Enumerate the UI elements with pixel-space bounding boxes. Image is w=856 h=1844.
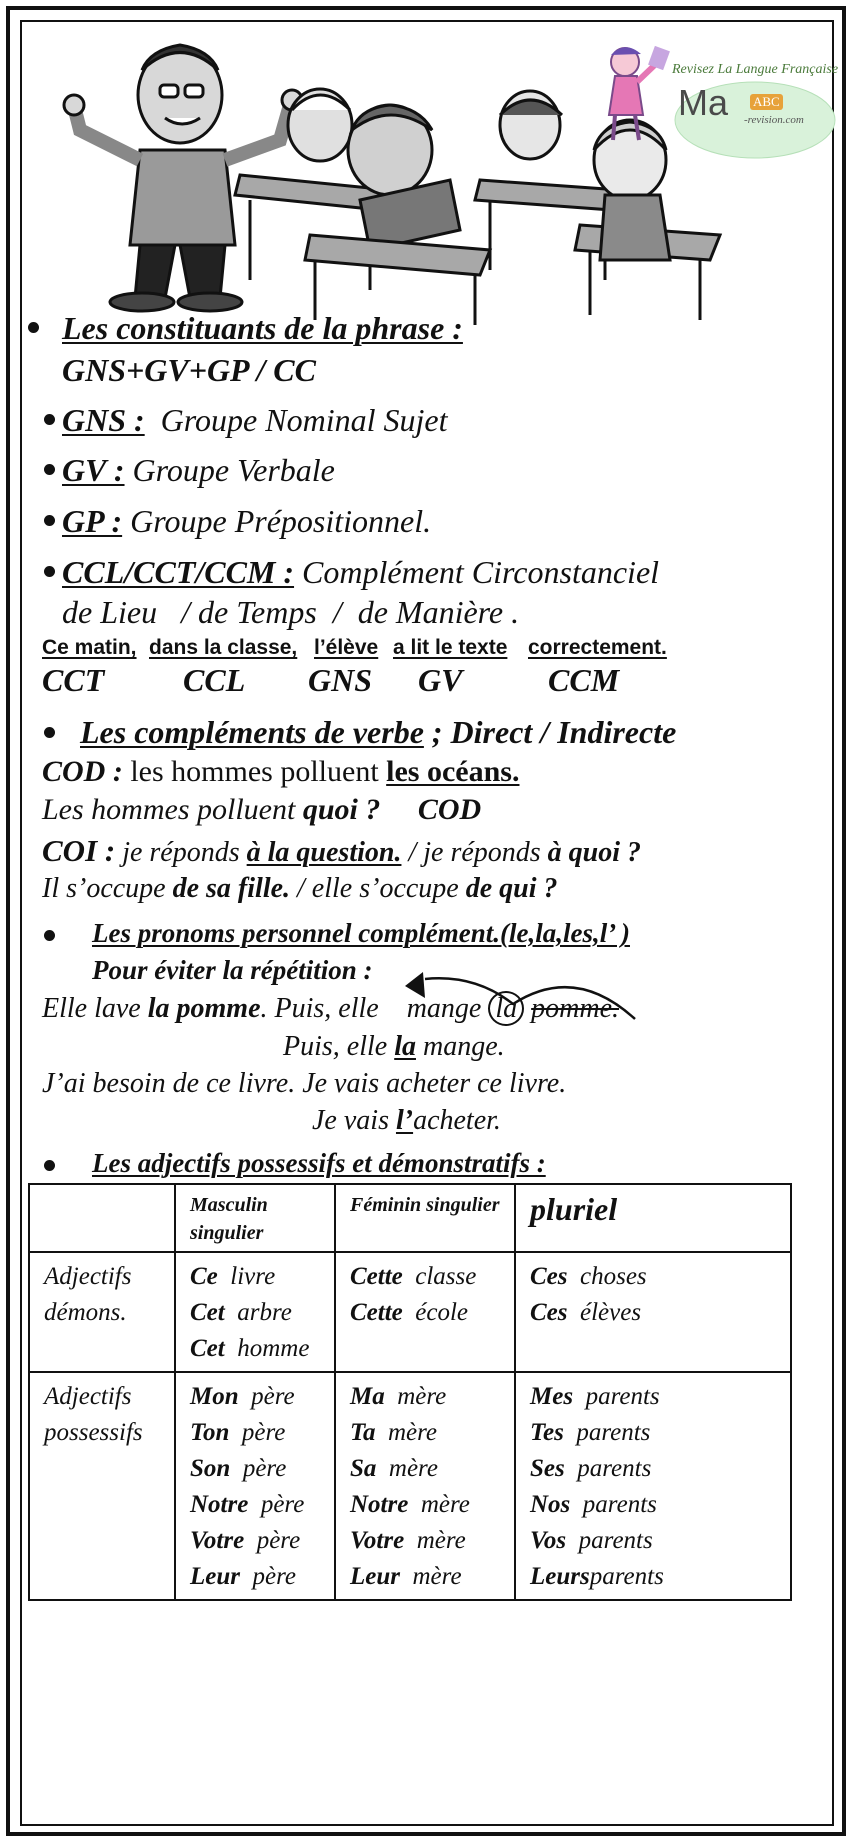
- noun-word: école: [415, 1299, 468, 1326]
- cc-text: Complément Circonstanciel: [302, 554, 660, 590]
- adj-word: Leur: [190, 1563, 240, 1590]
- noun-word: homme: [237, 1335, 310, 1362]
- list-item: [350, 1523, 506, 1559]
- ex1-object: la pomme: [147, 993, 261, 1024]
- list-item: [530, 1379, 782, 1415]
- logo-site: -revision.com: [744, 114, 804, 126]
- table-corner-cell: [29, 1184, 175, 1252]
- section2-title-suffix: ; Direct / Indirecte: [431, 714, 677, 750]
- res1-part-b: mange.: [422, 1031, 505, 1062]
- pronoun-example-2: J’ai besoin de ce livre. Je vais acheter ce livre.: [42, 1068, 567, 1099]
- cod-text: les hommes polluent: [130, 755, 379, 788]
- section4-bullet: [44, 1160, 55, 1171]
- cod-label: COD :: [42, 755, 123, 788]
- example-part-4: a lit le texte: [393, 636, 508, 659]
- coi-object: à la question.: [246, 837, 402, 868]
- adj-word: Ta: [350, 1419, 376, 1446]
- coi-question-word: à quoi ?: [547, 837, 642, 868]
- row-label-demonstratifs-text: Adjectifs démons.: [44, 1263, 132, 1326]
- coi-label: COI :: [42, 833, 116, 868]
- logo-tagline: Revisez La Langue Française: [672, 62, 839, 77]
- table-header-row: [29, 1184, 791, 1252]
- noun-word: livre: [230, 1263, 276, 1290]
- res2-part-a: Je vais: [312, 1105, 389, 1136]
- noun-word: mère: [416, 1527, 466, 1554]
- section1-bullet: [28, 322, 39, 333]
- header-masculin: Masculin singulier: [175, 1184, 335, 1252]
- noun-word: père: [252, 1563, 296, 1590]
- adj-word: Mon: [190, 1383, 239, 1410]
- ex1-part-a: Elle lave: [42, 993, 141, 1024]
- cod-question-answer: COD: [417, 793, 482, 826]
- list-item: [190, 1295, 326, 1331]
- adj-word: Cet: [190, 1335, 225, 1362]
- coi-question-text: / je réponds: [408, 837, 541, 868]
- ex1-struck-noun: pomme.: [531, 993, 620, 1024]
- example-label-gv: GV: [418, 662, 463, 698]
- list-item: [350, 1415, 506, 1451]
- list-item: [350, 1295, 506, 1331]
- section4-title: Les adjectifs possessifs et démonstratifs :: [92, 1148, 546, 1178]
- gp-text: Groupe Prépositionnel.: [130, 503, 432, 539]
- section3-subtitle: Pour éviter la répétition :: [92, 955, 373, 985]
- list-item: [190, 1331, 326, 1367]
- example-part-2: dans la classe,: [149, 636, 298, 659]
- adj-word: Ses: [530, 1455, 565, 1482]
- adj-word: Cette: [350, 1263, 403, 1290]
- header-pluriel: pluriel: [515, 1184, 791, 1252]
- adj-word: Ton: [190, 1419, 230, 1446]
- cod-object: les océans.: [386, 755, 520, 788]
- noun-word: arbre: [237, 1299, 292, 1326]
- res1-pronoun: la: [394, 1031, 416, 1062]
- example-part-3: l’élève: [314, 636, 379, 659]
- ex1-part-b: . Puis, elle: [260, 993, 379, 1024]
- adj-word: Ma: [350, 1383, 385, 1410]
- adj-word: Ce: [190, 1263, 218, 1290]
- row-label-possessifs-text: Adjectifs possessifs: [44, 1383, 143, 1446]
- gv-bullet: [44, 464, 55, 475]
- noun-word: parents: [589, 1563, 664, 1590]
- example-part-5: correctement.: [528, 636, 667, 659]
- adj-word: Vos: [530, 1527, 567, 1554]
- cod-question-word: quoi ?: [302, 793, 381, 826]
- list-item: [530, 1487, 782, 1523]
- noun-word: parents: [577, 1455, 652, 1482]
- table-row-demonstratifs: [29, 1252, 791, 1372]
- noun-word: mère: [388, 1455, 438, 1482]
- cc-bullet: [44, 566, 55, 577]
- coi-line: [42, 833, 641, 869]
- list-item: [530, 1415, 782, 1451]
- ex1-circled-pronoun: la: [488, 991, 524, 1026]
- cell-poss-plur: [515, 1372, 791, 1600]
- adjectives-table: [28, 1183, 792, 1601]
- list-item: [530, 1523, 782, 1559]
- list-item: [530, 1559, 782, 1595]
- adj-word: Nos: [530, 1491, 571, 1518]
- list-item: [190, 1379, 326, 1415]
- gp-line: [62, 503, 431, 540]
- noun-word: choses: [580, 1263, 647, 1290]
- list-item: [350, 1259, 506, 1295]
- gns-abbr: GNS :: [62, 402, 145, 438]
- adj-word: Votre: [350, 1527, 405, 1554]
- cod-line: [42, 755, 519, 789]
- cod-question-line: [42, 793, 481, 827]
- adj-word: Votre: [190, 1527, 245, 1554]
- noun-word: père: [242, 1455, 287, 1482]
- adj-word: Notre: [190, 1491, 249, 1518]
- example-label-gns: GNS: [308, 662, 373, 698]
- header-feminin: Féminin singulier: [335, 1184, 515, 1252]
- coi2-text: Il s’occupe: [42, 873, 166, 904]
- noun-word: parents: [585, 1383, 660, 1410]
- adj-word: Ces: [530, 1299, 568, 1326]
- example-label-cct: CCT: [42, 662, 105, 698]
- noun-word: classe: [415, 1263, 477, 1290]
- gns-text: Groupe Nominal Sujet: [160, 402, 448, 438]
- gp-bullet: [44, 515, 55, 526]
- adj-word: Cet: [190, 1299, 225, 1326]
- list-item: [530, 1451, 782, 1487]
- list-item: [190, 1415, 326, 1451]
- cc-abbr: CCL/CCT/CCM :: [62, 554, 295, 590]
- list-item: [350, 1487, 506, 1523]
- noun-word: élèves: [580, 1299, 642, 1326]
- adj-word: Son: [190, 1455, 231, 1482]
- adj-word: Mes: [530, 1383, 574, 1410]
- cell-demons-plur: [515, 1252, 791, 1372]
- gv-abbr: GV :: [62, 452, 125, 488]
- list-item: [190, 1451, 326, 1487]
- cell-demons-masc: [175, 1252, 335, 1372]
- girl-mascot-icon: [585, 40, 670, 145]
- section2-title-line: [80, 714, 676, 751]
- pronoun-result-2: [312, 1105, 501, 1137]
- table-row-possessifs: [29, 1372, 791, 1600]
- noun-word: parents: [578, 1527, 653, 1554]
- list-item: [530, 1259, 782, 1295]
- adj-word: Ces: [530, 1263, 568, 1290]
- cod-question-text: Les hommes polluent: [42, 793, 296, 826]
- list-item: [190, 1523, 326, 1559]
- cc-line2: de Lieu / de Temps / de Manière .: [62, 594, 520, 630]
- example-label-ccl: CCL: [183, 662, 246, 698]
- coi2-line: [42, 873, 558, 905]
- noun-word: mère: [387, 1419, 438, 1446]
- res2-pronoun: l’: [395, 1105, 414, 1136]
- noun-word: mère: [412, 1563, 462, 1590]
- gns-line: [62, 402, 447, 439]
- section2-title: Les compléments de verbe: [80, 714, 424, 750]
- section1-formula: GNS+GV+GP / CC: [62, 352, 316, 388]
- adj-word: Leur: [350, 1563, 400, 1590]
- gns-bullet: [44, 414, 55, 425]
- adj-word: Sa: [350, 1455, 377, 1482]
- list-item: [350, 1559, 506, 1595]
- example-label-ccm: CCM: [548, 662, 620, 698]
- noun-word: père: [256, 1527, 301, 1554]
- row-label-possessifs: [29, 1372, 175, 1600]
- list-item: [190, 1559, 326, 1595]
- cell-poss-fem: [335, 1372, 515, 1600]
- res1-part-a: Puis, elle: [283, 1031, 388, 1062]
- noun-word: père: [251, 1383, 295, 1410]
- cell-poss-masc: [175, 1372, 335, 1600]
- noun-word: parents: [576, 1419, 651, 1446]
- adj-word: Cette: [350, 1299, 403, 1326]
- ex1-verb: mange: [406, 993, 482, 1024]
- list-item: [190, 1487, 326, 1523]
- adj-word: Tes: [530, 1419, 564, 1446]
- gv-line: [62, 452, 335, 489]
- gv-text: Groupe Verbale: [132, 452, 335, 488]
- substitution-arrow: [395, 964, 665, 1024]
- gp-abbr: GP :: [62, 503, 123, 539]
- list-item: [350, 1451, 506, 1487]
- cell-demons-fem: [335, 1252, 515, 1372]
- brand-logo: [660, 62, 840, 160]
- example-part-1: Ce matin,: [42, 636, 137, 659]
- section1-title: Les constituants de la phrase :: [62, 310, 463, 346]
- coi-text: je réponds: [122, 837, 240, 868]
- noun-word: parents: [582, 1491, 657, 1518]
- row-label-demonstratifs: [29, 1252, 175, 1372]
- adj-word: Notre: [350, 1491, 409, 1518]
- section3-bullet: [44, 930, 55, 941]
- section2-bullet: [44, 727, 55, 738]
- res2-part-b: acheter.: [413, 1105, 501, 1136]
- pronoun-result-1: [283, 1031, 505, 1063]
- list-item: [530, 1295, 782, 1331]
- noun-word: père: [260, 1491, 305, 1518]
- coi2-question-text: / elle s’occupe: [297, 873, 459, 904]
- adj-word: Leurs: [530, 1563, 590, 1590]
- list-item: [190, 1259, 326, 1295]
- logo-badge: ABC: [750, 94, 783, 110]
- cc-line: [62, 554, 659, 591]
- noun-word: mère: [397, 1383, 447, 1410]
- section3-title: Les pronoms personnel complément.(le,la,les,l’ ): [92, 918, 630, 948]
- noun-word: père: [241, 1419, 286, 1446]
- noun-word: mère: [420, 1491, 470, 1518]
- coi2-object: de sa fille.: [172, 873, 291, 904]
- logo-brand: Ma: [678, 82, 729, 123]
- list-item: [350, 1379, 506, 1415]
- coi2-question-word: de qui ?: [465, 873, 558, 904]
